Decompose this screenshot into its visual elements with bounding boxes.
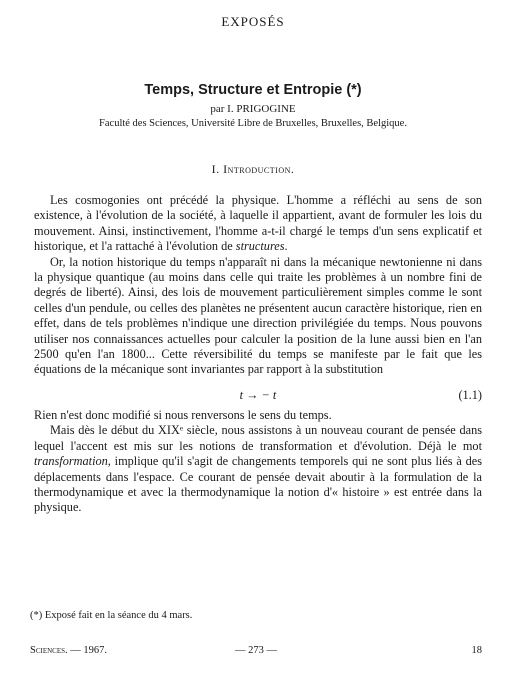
author-affiliation: Faculté des Sciences, Université Libre de Bruxelles, Bruxelles, Belgique. (99, 118, 407, 129)
footer-journal: Sciences. — 1967. (30, 645, 108, 656)
paragraph-2: Or, la notion historique du temps n'apparaît ni dans la mécanique newtonienne ni dans la physique quantique (au moins dans celle qui traite les problèmes à un nombre fini de degrés de liberté). Ainsi, des lois de mouvement particulièrement simples comme le sont celles d'un pendule, ou celles des planètes ne présentent aucun caractère historique, rien en effet, dans de tels problèmes n'indique une direction privilégiée du temps. Nous pouvons utiliser nos connaissances actuelles pour calculer la position de la lune aussi bien en l'an 2500 qu'en l'an 1800... Cette réversibilité du temps se manifeste par le fait que les équations de la mécanique sont invariantes par rapport à la substitution (34, 254, 482, 377)
paragraph-4-text: Mais dès le début du XIXᵉ siècle, nous assistons à un nouveau courant de pensée dans lequel l'accent est mis sur les notions de transformation et d'évolution. Déjà le mot (34, 423, 482, 453)
footer-page-number: — 273 — (235, 645, 277, 656)
running-header: EXPOSÉS (221, 14, 285, 29)
paragraph-4 (34, 423, 482, 515)
paragraph-1-italic: structures (235, 239, 285, 254)
article-author: par I. PRIGOGINE (210, 103, 296, 115)
page-footer (30, 645, 482, 661)
footer-issue-number: 18 (471, 645, 482, 656)
paragraph-1 (34, 193, 482, 255)
equation: t → − t (239, 387, 277, 402)
article-body (34, 193, 482, 516)
paragraph-3: Rien n'est donc modifié si nous renversons le sens du temps. (34, 407, 332, 422)
equation-block (34, 384, 482, 408)
paragraph-1-end: . (284, 239, 288, 254)
equation-number: (1.1) (458, 387, 482, 402)
paragraph-4-end: , implique qu'il s'agit de changements temporels qui ne sont plus liés à des déplacements dans l'espace. Ce courant de pensée devait aboutir à la formulation de la thermodynamique et avec la thermodynamique la notion d'« histoire » est entrée dans la physique. (34, 454, 482, 515)
article-title: Temps, Structure et Entropie (*) (144, 82, 362, 98)
paragraph-1-text: Les cosmogonies ont précédé la physique. L'homme a réfléchi au sens de son existence, à l'évolution de la société, à laquelle il appartient, avant de formuler les lois du mouvement. Ainsi, instinctivement, l'homme a-t-il chargé le temps d'un sens explicatif et historique, et l'a rattaché à l'évolution de (34, 193, 482, 254)
paragraph-4-italic: transformation (34, 454, 108, 469)
section-heading: I. Introduction. (211, 162, 295, 176)
footnote: (*) Exposé fait en la séance du 4 mars. (30, 610, 193, 621)
